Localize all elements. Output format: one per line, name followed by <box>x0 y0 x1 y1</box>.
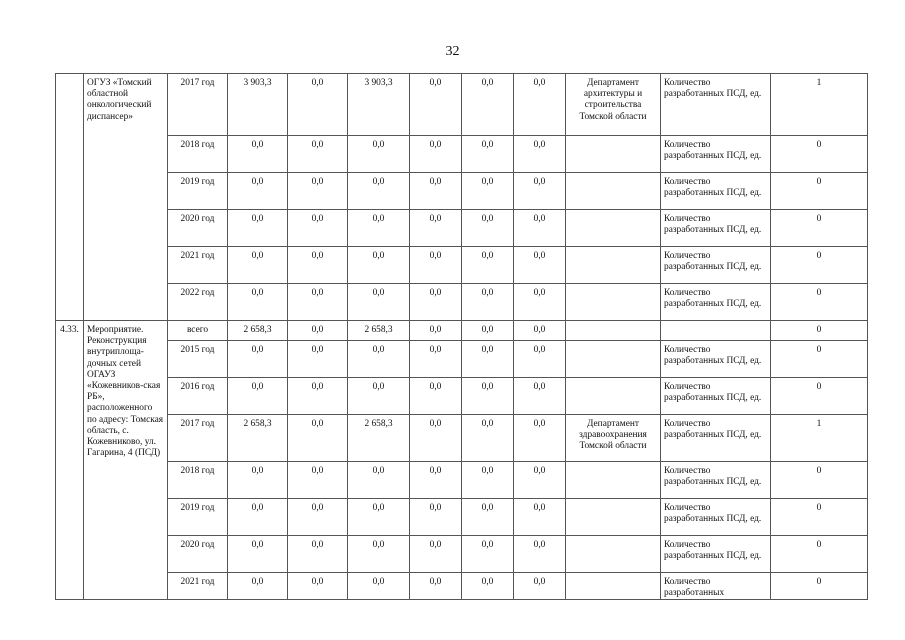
year-cell: 2017 год <box>168 74 228 136</box>
indicator-name-cell: Количество разработанных ПСД, ед. <box>661 499 771 536</box>
other-source-cell: 0,0 <box>514 536 566 573</box>
item-code-cell: 4.33. <box>56 321 84 600</box>
local-budget-cell: 0,0 <box>410 173 462 210</box>
local-budget-cell: 0,0 <box>410 573 462 600</box>
indicator-value-cell: 0 <box>771 462 868 499</box>
regional-budget-cell: 0,0 <box>348 173 410 210</box>
extra-budget-cell: 0,0 <box>462 74 514 136</box>
total-cell: 0,0 <box>228 173 288 210</box>
local-budget-cell: 0,0 <box>410 341 462 378</box>
other-source-cell: 0,0 <box>514 378 566 415</box>
regional-budget-cell: 0,0 <box>348 536 410 573</box>
indicator-name-cell: Количество разработанных ПСД, ед. <box>661 462 771 499</box>
indicator-name-cell: Количество разработанных ПСД, ед. <box>661 378 771 415</box>
department-cell: Департамент здравоохранения Томской области <box>566 415 661 462</box>
total-cell: 2 658,3 <box>228 321 288 341</box>
other-source-cell: 0,0 <box>514 462 566 499</box>
department-cell <box>566 210 661 247</box>
regional-budget-cell: 0,0 <box>348 247 410 284</box>
department-cell <box>566 378 661 415</box>
indicator-name-cell: Количество разработанных ПСД, ед. <box>661 247 771 284</box>
extra-budget-cell: 0,0 <box>462 415 514 462</box>
department-cell <box>566 499 661 536</box>
indicator-value-cell: 0 <box>771 284 868 321</box>
total-cell: 2 658,3 <box>228 415 288 462</box>
federal-budget-cell: 0,0 <box>288 173 348 210</box>
other-source-cell: 0,0 <box>514 341 566 378</box>
regional-budget-cell: 0,0 <box>348 284 410 321</box>
year-cell: 2019 год <box>168 499 228 536</box>
year-cell: 2021 год <box>168 247 228 284</box>
total-cell: 0,0 <box>228 378 288 415</box>
year-cell: 2021 год <box>168 573 228 600</box>
total-cell: 0,0 <box>228 573 288 600</box>
other-source-cell: 0,0 <box>514 136 566 173</box>
year-cell: 2015 год <box>168 341 228 378</box>
federal-budget-cell: 0,0 <box>288 499 348 536</box>
table-row <box>56 173 868 210</box>
indicator-name-cell: Количество разработанных ПСД, ед. <box>661 173 771 210</box>
department-cell <box>566 173 661 210</box>
item-code-cell <box>56 74 84 321</box>
total-cell: 0,0 <box>228 536 288 573</box>
local-budget-cell: 0,0 <box>410 247 462 284</box>
indicator-value-cell: 0 <box>771 210 868 247</box>
table-row <box>56 136 868 173</box>
table-row <box>56 415 868 462</box>
department-cell <box>566 536 661 573</box>
federal-budget-cell: 0,0 <box>288 462 348 499</box>
indicator-name-cell: Количество разработанных ПСД, ед. <box>661 415 771 462</box>
item-name-cell: ОГУЗ «Томский областной онкологический диспансер» <box>84 74 168 321</box>
extra-budget-cell: 0,0 <box>462 536 514 573</box>
regional-budget-cell: 0,0 <box>348 378 410 415</box>
local-budget-cell: 0,0 <box>410 462 462 499</box>
total-cell: 0,0 <box>228 247 288 284</box>
federal-budget-cell: 0,0 <box>288 415 348 462</box>
total-cell: 0,0 <box>228 341 288 378</box>
regional-budget-cell: 2 658,3 <box>348 321 410 341</box>
extra-budget-cell: 0,0 <box>462 247 514 284</box>
regional-budget-cell: 0,0 <box>348 462 410 499</box>
federal-budget-cell: 0,0 <box>288 74 348 136</box>
other-source-cell: 0,0 <box>514 573 566 600</box>
indicator-value-cell: 0 <box>771 247 868 284</box>
local-budget-cell: 0,0 <box>410 210 462 247</box>
indicator-value-cell: 0 <box>771 136 868 173</box>
federal-budget-cell: 0,0 <box>288 284 348 321</box>
department-cell <box>566 462 661 499</box>
extra-budget-cell: 0,0 <box>462 378 514 415</box>
federal-budget-cell: 0,0 <box>288 210 348 247</box>
other-source-cell: 0,0 <box>514 74 566 136</box>
indicator-name-cell: Количество разработанных ПСД, ед. <box>661 136 771 173</box>
department-cell <box>566 284 661 321</box>
federal-budget-cell: 0,0 <box>288 136 348 173</box>
extra-budget-cell: 0,0 <box>462 284 514 321</box>
program-table <box>55 73 868 600</box>
federal-budget-cell: 0,0 <box>288 536 348 573</box>
other-source-cell: 0,0 <box>514 415 566 462</box>
table-row <box>56 321 868 341</box>
local-budget-cell: 0,0 <box>410 378 462 415</box>
federal-budget-cell: 0,0 <box>288 378 348 415</box>
local-budget-cell: 0,0 <box>410 536 462 573</box>
other-source-cell: 0,0 <box>514 210 566 247</box>
year-cell: 2020 год <box>168 210 228 247</box>
federal-budget-cell: 0,0 <box>288 573 348 600</box>
year-cell: 2017 год <box>168 415 228 462</box>
local-budget-cell: 0,0 <box>410 321 462 341</box>
total-cell: 0,0 <box>228 462 288 499</box>
table-row <box>56 378 868 415</box>
other-source-cell: 0,0 <box>514 284 566 321</box>
total-cell: 0,0 <box>228 210 288 247</box>
indicator-value-cell: 0 <box>771 173 868 210</box>
table-row <box>56 341 868 378</box>
total-cell: 0,0 <box>228 499 288 536</box>
other-source-cell: 0,0 <box>514 499 566 536</box>
local-budget-cell: 0,0 <box>410 499 462 536</box>
total-cell: 0,0 <box>228 136 288 173</box>
item-name-cell: Мероприятие. Реконструкция внутриплоща-дочных сетей ОГАУЗ «Кожевников-ская РБ», расположенного по адресу: Томская область, с. Кожевниково, ул. Гагарина, 4 (ПСД) <box>84 321 168 600</box>
table-row <box>56 536 868 573</box>
regional-budget-cell: 3 903,3 <box>348 74 410 136</box>
regional-budget-cell: 0,0 <box>348 499 410 536</box>
year-cell: 2018 год <box>168 136 228 173</box>
table-row <box>56 284 868 321</box>
department-cell <box>566 573 661 600</box>
local-budget-cell: 0,0 <box>410 415 462 462</box>
indicator-value-cell: 0 <box>771 321 868 341</box>
department-cell: Департамент архитектуры и строительства Томской области <box>566 74 661 136</box>
regional-budget-cell: 0,0 <box>348 573 410 600</box>
indicator-value-cell: 0 <box>771 499 868 536</box>
indicator-value-cell: 0 <box>771 573 868 600</box>
regional-budget-cell: 0,0 <box>348 136 410 173</box>
indicator-name-cell: Количество разработанных ПСД, ед. <box>661 536 771 573</box>
indicator-name-cell: Количество разработанных ПСД, ед. <box>661 341 771 378</box>
extra-budget-cell: 0,0 <box>462 210 514 247</box>
indicator-name-cell: Количество разработанных <box>661 573 771 600</box>
department-cell <box>566 321 661 341</box>
extra-budget-cell: 0,0 <box>462 321 514 341</box>
year-cell: 2022 год <box>168 284 228 321</box>
indicator-value-cell: 1 <box>771 74 868 136</box>
page-number: 32 <box>445 44 460 59</box>
year-cell: 2020 год <box>168 536 228 573</box>
department-cell <box>566 247 661 284</box>
regional-budget-cell: 0,0 <box>348 210 410 247</box>
department-cell <box>566 136 661 173</box>
local-budget-cell: 0,0 <box>410 74 462 136</box>
extra-budget-cell: 0,0 <box>462 573 514 600</box>
table-row <box>56 247 868 284</box>
extra-budget-cell: 0,0 <box>462 341 514 378</box>
federal-budget-cell: 0,0 <box>288 247 348 284</box>
indicator-value-cell: 0 <box>771 378 868 415</box>
table-row <box>56 74 868 136</box>
extra-budget-cell: 0,0 <box>462 499 514 536</box>
indicator-name-cell: Количество разработанных ПСД, ед. <box>661 210 771 247</box>
local-budget-cell: 0,0 <box>410 284 462 321</box>
year-cell: 2019 год <box>168 173 228 210</box>
indicator-value-cell: 0 <box>771 341 868 378</box>
indicator-name-cell: Количество разработанных ПСД, ед. <box>661 74 771 136</box>
department-cell <box>566 341 661 378</box>
indicator-value-cell: 1 <box>771 415 868 462</box>
indicator-name-cell: Количество разработанных ПСД, ед. <box>661 284 771 321</box>
other-source-cell: 0,0 <box>514 247 566 284</box>
indicator-name-cell <box>661 321 771 341</box>
table-row <box>56 573 868 600</box>
table-row <box>56 462 868 499</box>
regional-budget-cell: 2 658,3 <box>348 415 410 462</box>
year-cell: всего <box>168 321 228 341</box>
table-row <box>56 499 868 536</box>
table-row <box>56 210 868 247</box>
local-budget-cell: 0,0 <box>410 136 462 173</box>
total-cell: 0,0 <box>228 284 288 321</box>
other-source-cell: 0,0 <box>514 173 566 210</box>
year-cell: 2016 год <box>168 378 228 415</box>
total-cell: 3 903,3 <box>228 74 288 136</box>
extra-budget-cell: 0,0 <box>462 173 514 210</box>
indicator-value-cell: 0 <box>771 536 868 573</box>
year-cell: 2018 год <box>168 462 228 499</box>
federal-budget-cell: 0,0 <box>288 341 348 378</box>
regional-budget-cell: 0,0 <box>348 341 410 378</box>
extra-budget-cell: 0,0 <box>462 462 514 499</box>
extra-budget-cell: 0,0 <box>462 136 514 173</box>
federal-budget-cell: 0,0 <box>288 321 348 341</box>
other-source-cell: 0,0 <box>514 321 566 341</box>
